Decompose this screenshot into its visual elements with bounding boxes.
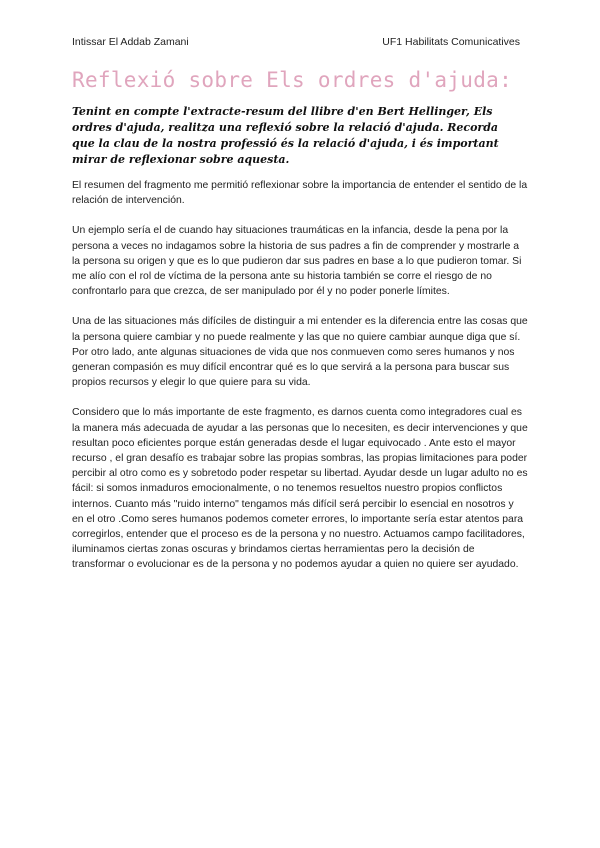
header-course: UF1 Habilitats Comunicatives [382, 36, 520, 48]
document-body [72, 178, 528, 588]
body-paragraph: El resumen del fragmento me permitió reflexionar sobre la importancia de entender el sentido de la relación de intervención. [72, 180, 528, 207]
body-paragraph: Considero que lo más importante de este fragmento, es darnos cuenta como integradores cual es la manera más adecuada de ayudar a las personas que lo necesiten, es decir intervenciones y que resultan poco eficientes porque están generadas desde el lugar equivocado . Ante esto el mayor recurso , el gran desafío es trabajar sobre las propias sombras, las propias limitaciones para poder percibir al otro como es y sobretodo poder respetar su libertad. Ayudar desde un lugar adulto no es fácil: si somos inmaduros emocionalmente, o no tenemos resueltos nuestro propios conflictos internos. Cuanto más "ruido interno" tengamos más difícil será percibir lo esencial en nosotros y en el otro .Como seres humanos podemos cometer errores, lo importante sería estar atentos para corregirlos, entender que el proceso es de la persona y no nuestro. Actuamos campo facilitadores, iluminamos ciertas zonas oscuras y brindamos ciertas herramientas pero la decisión de transformar o evolucionar es de la persona y no podemos ayudar a quien no quiere ser ayudado. [72, 407, 528, 571]
body-paragraph: Un ejemplo sería el de cuando hay situaciones traumáticas en la infancia, desde la pena por la persona a veces no indagamos sobre la historia de sus padres a fin de comprender y mostrarle a la persona su origen y que es lo que pudieron dar sus padres en base a lo que pudieron tomar. Si me alío con el rol de víctima de la persona ante su historia también se corre el riesgo de no confrontarlo para que crezca, de ser manipulado por él y no poder ponerle límites. [72, 225, 522, 298]
body-paragraph: Una de las situaciones más difíciles de distinguir a mi entender es la diferencia entre las cosas que la persona quiere cambiar y no puede realmente y las que no quiere cambiar aunque diga que sí. Por otro lado, ante algunas situaciones de vida que nos conmueven como seres humanos y nos generan compasión es muy difícil encontrar qué es lo que servirá a la persona para buscar sus propios recursos y elegir lo que quiere para su vida. [72, 316, 528, 389]
page-header [72, 36, 520, 48]
header-author: Intissar El Addab Zamani [72, 36, 189, 48]
document-title: Reflexió sobre Els ordres d'ajuda: [72, 68, 513, 92]
assignment-prompt: Tenint en compte l'extracte-resum del llibre d'en Bert Hellinger, Els ordres d'ajuda, realitza una reflexió sobre la relació d'ajuda. Recorda que la clau de la nostra professió és la relació d'ajuda, i és important mirar de reflexionar sobre aquesta. [72, 105, 499, 166]
